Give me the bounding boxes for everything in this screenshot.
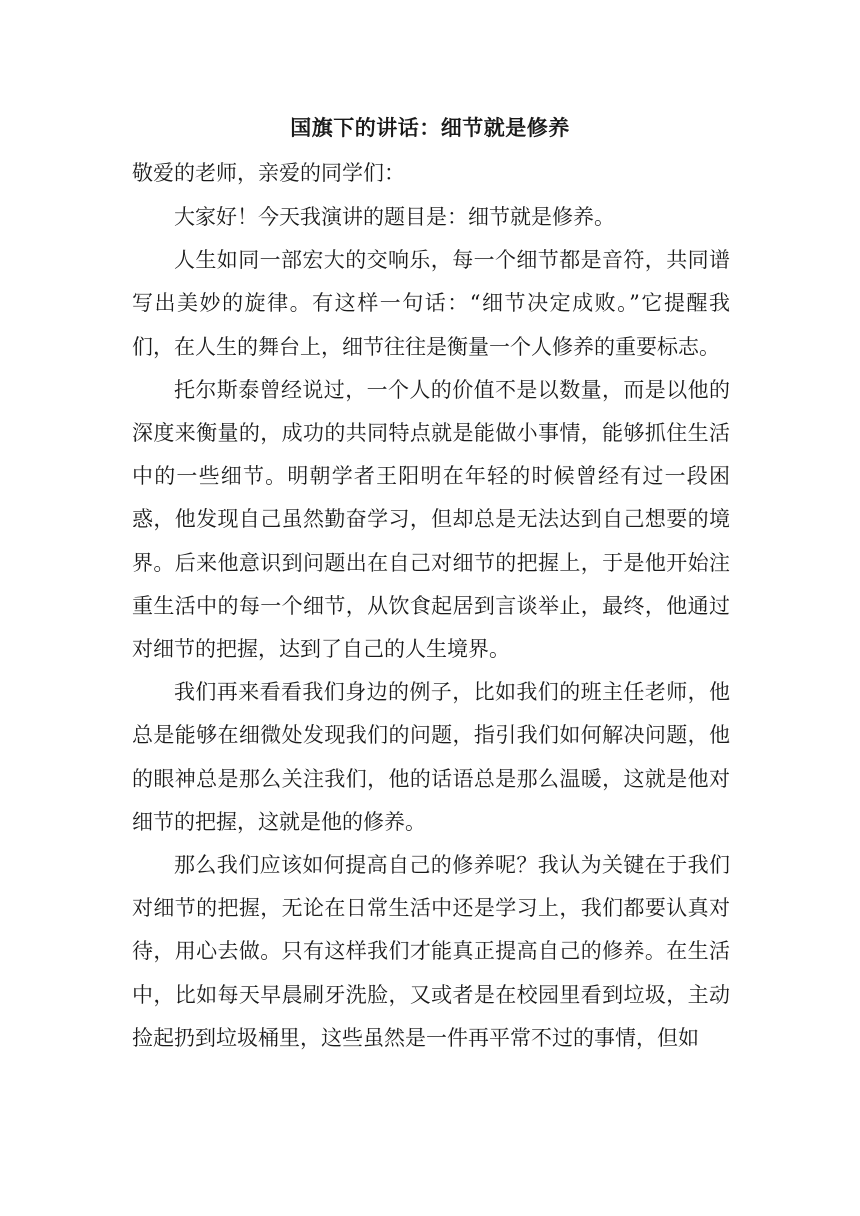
- paragraph-symphony: 人生如同一部宏大的交响乐，每一个细节都是音符，共同谱写出美妙的旋律。有这样一句话：“细节决定成败。”它提醒我们，在人生的舞台上，细节往往是衡量一个人修养的重要标志。: [132, 248, 730, 359]
- paragraph-improve: 那么我们应该如何提高自己的修养呢？我认为关键在于我们对细节的把握，无论在日常生活中还是学习上，我们都要认真对待，用心去做。只有这样我们才能真正提高自己的修养。在生活中，比如每天早晨刷牙洗脸，又或者是在校园里看到垃圾，主动捡起扔到垃圾桶里，这些虽然是一件再平常不过的事情，但如: [132, 853, 730, 1050]
- document-title: 国旗下的讲话：细节就是修养: [290, 115, 570, 140]
- paragraph-teacher: 我们再来看看我们身边的例子，比如我们的班主任老师，他总是能够在细微处发现我们的问题，指引我们如何解决问题，他的眼神总是那么关注我们，他的话语总是那么温暖，这就是他对细节的把握，这就是他的修养。: [132, 680, 730, 834]
- salutation: 敬爱的老师，亲爱的同学们：: [132, 161, 405, 185]
- document-body: [132, 196, 730, 1060]
- paragraph-greeting: 大家好！今天我演讲的题目是：细节就是修养。: [174, 205, 615, 229]
- paragraph-tolstoy: 托尔斯泰曾经说过，一个人的价值不是以数量，而是以他的深度来衡量的，成功的共同特点就是能做小事情，能够抓住生活中的一些细节。明朝学者王阳明在年轻的时候曾经有过一段困惑，他发现自己虽然勤奋学习，但却总是无法达到自己想要的境界。后来他意识到问题出在自己对细节的把握上，于是他开始注重生活中的每一个细节，从饮食起居到言谈举止，最终，他通过对细节的把握，达到了自己的人生境界。: [132, 377, 730, 662]
